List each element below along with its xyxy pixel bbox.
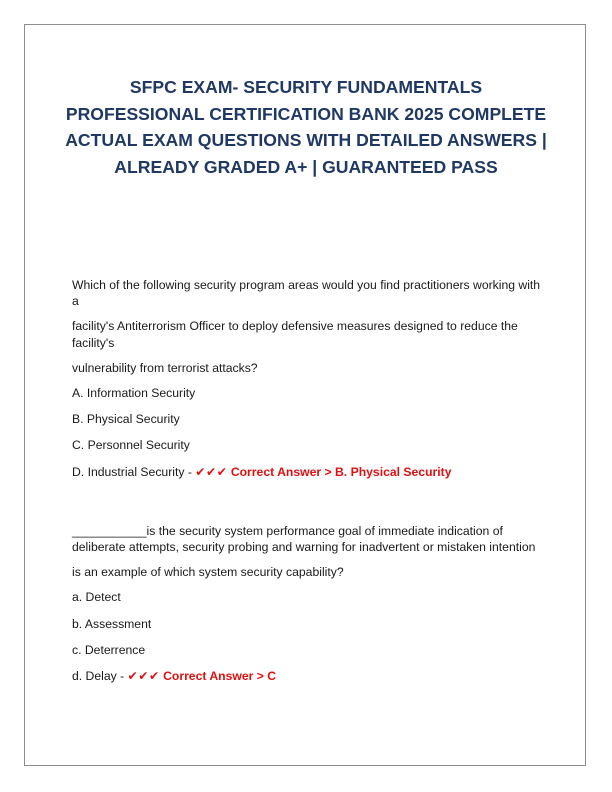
question-1-option-c: C. Personnel Security — [72, 438, 190, 453]
questions-content — [72, 277, 542, 684]
question-1-option-d — [72, 464, 542, 480]
question-1-option-a: A. Information Security — [72, 386, 196, 401]
question-1-line-1: Which of the following security program areas would you find practitioners working with a — [72, 278, 541, 309]
question-2-option-b: b. Assessment — [72, 616, 152, 631]
document-title: SFPC EXAM- SECURITY FUNDAMENTALS PROFESSIONAL CERTIFICATION BANK 2025 COMPLETE ACTUAL EXAM QUESTIONS WITH DETAILED ANSWERS | ALREADY GRADED A+ | GUARANTEED PASS — [65, 77, 547, 177]
question-2-option-a: a. Detect — [72, 590, 121, 605]
question-1-line-2: facility's Antiterrorism Officer to deploy defensive measures designed to reduce the facility's — [72, 319, 518, 350]
question-2 — [72, 523, 542, 684]
question-1-option-b: B. Physical Security — [72, 412, 180, 427]
question-1-option-d-text: D. Industrial Security - — [72, 464, 196, 479]
question-2-option-d — [72, 668, 542, 684]
checkmark-icon: ✔✔✔ — [127, 669, 160, 684]
question-1-line-3: vulnerability from terrorist attacks? — [72, 360, 258, 375]
checkmark-icon: ✔✔✔ — [195, 464, 228, 479]
question-2-option-d-text: d. Delay - — [72, 669, 128, 684]
question-2-option-c: c. Deterrence — [72, 642, 146, 657]
question-1 — [72, 277, 542, 480]
question-2-line-2: is an example of which system security capability? — [72, 565, 344, 580]
question-2-correct-answer: Correct Answer > C — [163, 669, 277, 684]
question-2-line-1: ___________is the security system performance goal of immediate indication of deliberate attempts, security probing and warning for inadvertent or mistaken intention — [72, 523, 536, 555]
question-1-correct-answer: Correct Answer > B. Physical Security — [230, 464, 452, 479]
